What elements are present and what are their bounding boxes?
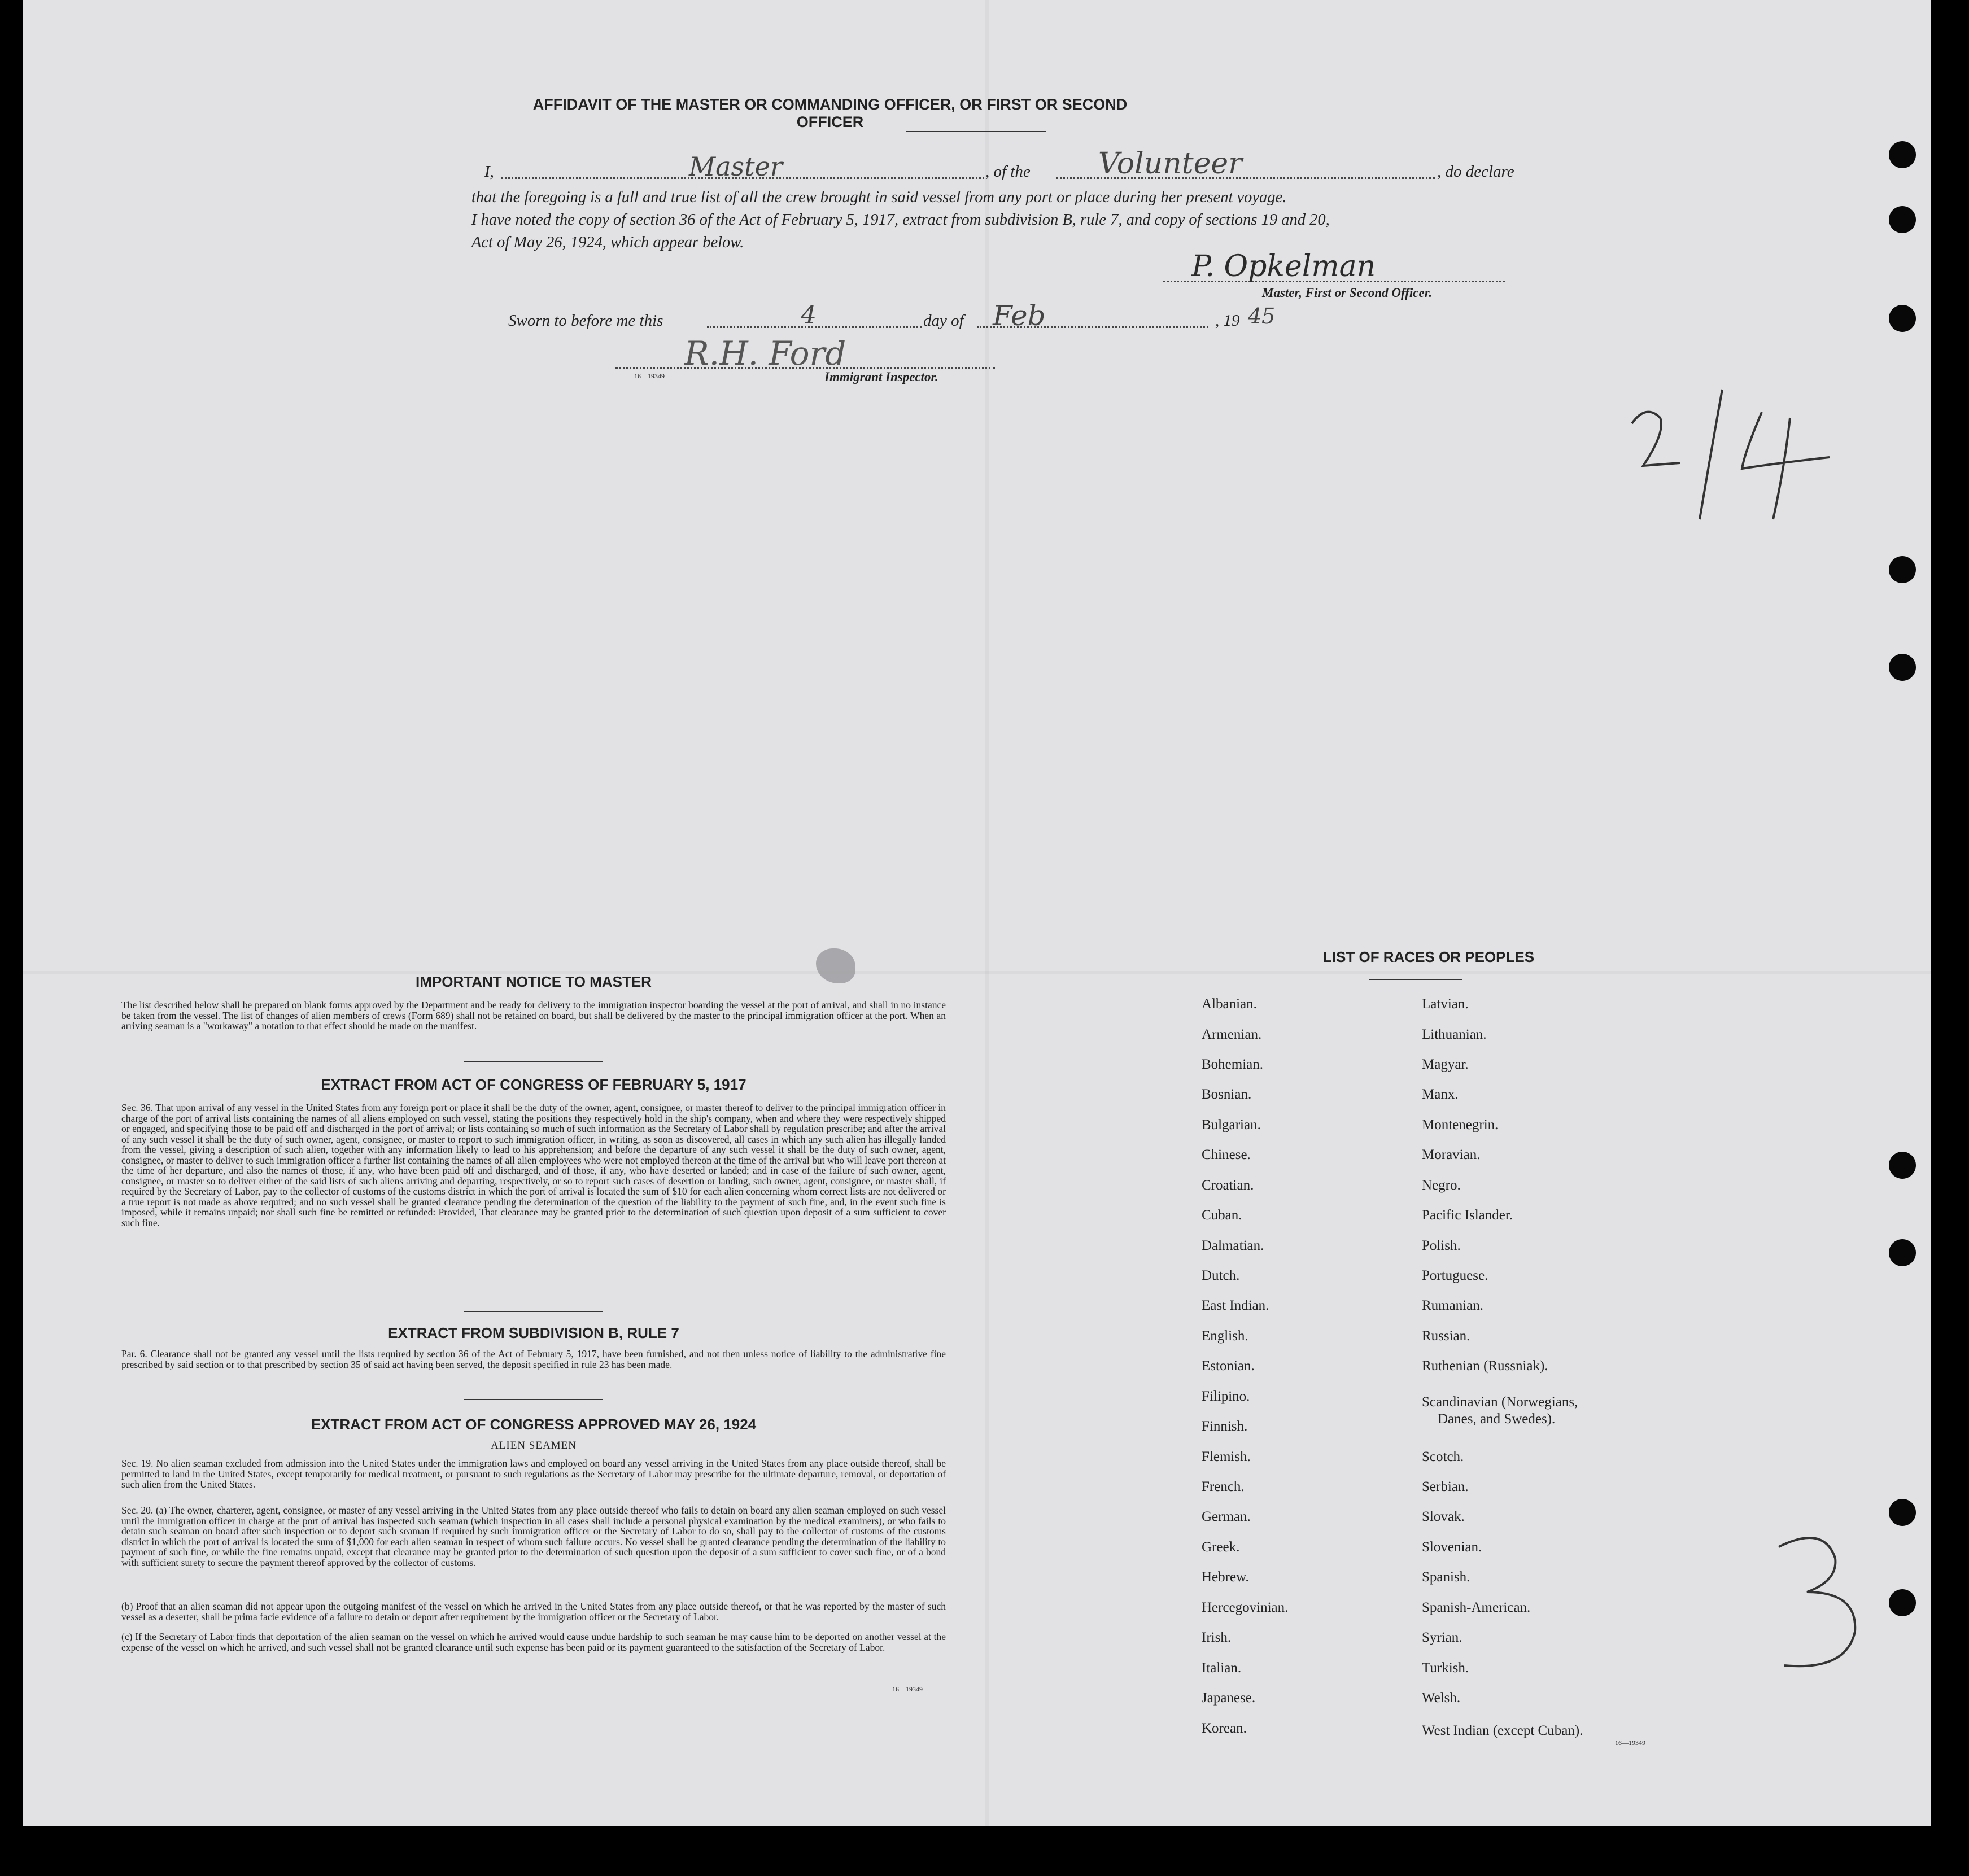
extract-1924-sec20a: Sec. 20. (a) The owner, charterer, agent, consignee, or master of any vessel arriving in the United States from any place outside thereof who fails to detain on board any alien seaman employed on such vessel until the immigration officer in charge at the port of arrival has inspected such seaman (which inspection in all cases shall include a personal physical examination by the medical examiners), or who fails to detain such seaman on board after such inspection or to deport such seaman if required by such immigration officer or the Secretary of Labor to do so, shall pay to the collector of customs of the customs district in which the port of arrival is located the sum of $1,000 for each alien seaman in respect of whom such failure occurs. No vessel shall be granted clearance pending the determination of the liability to payment of such fine, or while the fine remains unpaid, except that clearance may be granted prior to the determination of such question upon the deposit of a sum sufficient to cover such fine, or of a bond with sufficient surety to secure the payment thereof approved by the collector of customs. [121, 1505, 946, 1568]
handwritten-master: Master [689, 151, 783, 182]
race-item: West Indian (except Cuban). [1422, 1723, 1583, 1738]
affidavit-line-2: I have noted the copy of section 36 of the Act of February 5, 1917, extract from subdivision B, rule 7, and copy of sections 19 and 20, [471, 211, 1330, 229]
race-item: Welsh. [1422, 1690, 1461, 1706]
alien-seamen-subheading: ALIEN SEAMEN [491, 1440, 577, 1451]
race-item: Syrian. [1422, 1630, 1462, 1645]
notice-divider [464, 1061, 603, 1062]
race-item: Dutch. [1202, 1268, 1240, 1283]
handwritten-day: 4 [801, 301, 817, 330]
punch-hole [1889, 206, 1916, 233]
race-item: Irish. [1202, 1630, 1232, 1645]
do-declare-label: , do declare [1437, 163, 1514, 181]
form-number-top: 16—19349 [634, 372, 665, 380]
extract-1924-sec19: Sec. 19. No alien seaman excluded from admission into the United States under the immigration laws and employed on board any vessel arriving in the United States from any place outside thereof, shall be permitted to land in the United States, except temporarily for medical treatment, or pursuant to such regulations as the Secretary of Labor may prescribe for the ultimate departure, removal, or deportation of such alien from the United States. [121, 1458, 946, 1490]
race-item: Albanian. [1202, 996, 1257, 1012]
race-item: Slovak. [1422, 1509, 1465, 1524]
extract-1924-sec20b: (b) Proof that an alien seaman did not appear upon the outgoing manifest of the vessel on which he arrived in the United States from any place outside thereof, or that he was reported by the master of such vessel as a deserter, shall be prima facie evidence of a failure to detain or deport after requirement by the immigration officer or the Secretary of Labor. [121, 1600, 946, 1623]
document-sheet [23, 0, 1931, 1826]
race-item: Flemish. [1202, 1449, 1251, 1464]
signature-line [1163, 281, 1505, 282]
signature-caption: Master, First or Second Officer. [1262, 286, 1433, 300]
handwritten-month: Feb [993, 299, 1046, 332]
race-item: Turkish. [1422, 1660, 1469, 1676]
affidavit-body [471, 186, 1527, 254]
rule7-text: Par. 6. Clearance shall not be granted any vessel until the lists required by section 36 of the Act of February 5, 1917, have been furnished, and not then unless notice of liability to the administrative fine prescribed by said section or to that prescribed by section 35 of said act having been served, the deposit specified in rule 23 has been made. [121, 1348, 946, 1370]
race-item: Manx. [1422, 1087, 1459, 1102]
race-item: Russian. [1422, 1328, 1470, 1344]
race-item: Finnish. [1202, 1419, 1248, 1434]
punch-hole [1889, 654, 1916, 681]
race-item: Portuguese. [1422, 1268, 1488, 1283]
handwritten-number-3 [1762, 1524, 1920, 1682]
form-number-right: 16—19349 [1615, 1739, 1645, 1747]
extract-1924-sec20c: (c) If the Secretary of Labor finds that deportation of the alien seaman on the vessel on which he arrived would cause undue hardship to such seaman he may cause him to be deported on another vessel at the expense of the vessel on which he arrived, and such vessel shall not be granted clearance until such expense has been paid or its payment guaranteed to the satisfaction of the Secretary of Labor. [121, 1631, 946, 1653]
race-item: Bosnian. [1202, 1087, 1252, 1102]
handwritten-fraction [1621, 384, 1846, 531]
handwritten-vessel: Volunteer [1098, 147, 1242, 181]
notice-text: The list described below shall be prepared on blank forms approved by the Department and be ready for delivery to the immigration inspector boarding the vessel at the port of arrival, and shall in no instance be taken from the vessel. The list of changes of alien members of crews (Form 689) shall not be retained on board, but shall be delivered by the master to the principal immigration officer at the port. When an arriving seaman is a "workaway" a notation to that effect should be made on the manifest. [121, 999, 946, 1031]
race-item: German. [1202, 1509, 1251, 1524]
race-item: Greek. [1202, 1540, 1240, 1555]
race-item: Polish. [1422, 1238, 1461, 1253]
of-the-label: , of the [985, 163, 1031, 181]
race-item: English. [1202, 1328, 1248, 1344]
race-item: Rumanian. [1422, 1298, 1484, 1313]
race-item: Pacific Islander. [1422, 1208, 1513, 1223]
title-underline [906, 131, 1046, 132]
race-item: Slovenian. [1422, 1540, 1482, 1555]
race-item: Hercegovinian. [1202, 1600, 1289, 1615]
race-item: Estonian. [1202, 1358, 1255, 1374]
handwritten-year: 45 [1248, 304, 1276, 329]
race-item: Cuban. [1202, 1208, 1242, 1223]
race-item: Bulgarian. [1202, 1117, 1261, 1132]
handwritten-signature: P. Opkelman [1191, 250, 1376, 283]
race-item: Serbian. [1422, 1479, 1469, 1494]
race-item: Scotch. [1422, 1449, 1464, 1464]
handwritten-inspector: R.H. Ford [684, 334, 846, 373]
race-item-line-1: Scandinavian (Norwegians, [1422, 1394, 1578, 1410]
extract-1924-heading: EXTRACT FROM ACT OF CONGRESS APPROVED MAY 26, 1924 [311, 1416, 757, 1433]
notice-heading: IMPORTANT NOTICE TO MASTER [416, 973, 652, 990]
extract-1917-heading: EXTRACT FROM ACT OF CONGRESS OF FEBRUARY 5, 1917 [321, 1076, 746, 1093]
race-item: Latvian. [1422, 996, 1469, 1012]
race-item: Japanese. [1202, 1690, 1256, 1706]
year-prefix: , 19 [1215, 312, 1240, 330]
punch-hole [1889, 141, 1916, 168]
race-item: Dalmatian. [1202, 1238, 1264, 1253]
race-item: Filipino. [1202, 1389, 1250, 1404]
race-item: East Indian. [1202, 1298, 1269, 1313]
race-item [1422, 1394, 1578, 1428]
race-item: French. [1202, 1479, 1245, 1494]
extract-1917-divider [464, 1311, 603, 1312]
race-item: Croatian. [1202, 1178, 1254, 1193]
form-number-left: 16—19349 [892, 1685, 923, 1693]
inspector-caption: Immigrant Inspector. [824, 370, 938, 384]
race-item: Bohemian. [1202, 1057, 1264, 1072]
race-item: Italian. [1202, 1660, 1242, 1676]
race-item: Spanish. [1422, 1569, 1470, 1585]
race-item: Spanish-American. [1422, 1600, 1531, 1615]
slash-stroke [1700, 390, 1722, 519]
race-item: Ruthenian (Russniak). [1422, 1358, 1548, 1374]
day-of-label: day of [923, 312, 964, 330]
race-item: Hebrew. [1202, 1569, 1249, 1585]
digit-2-stroke [1632, 412, 1680, 466]
race-item: Lithuanian. [1422, 1027, 1487, 1042]
inspector-line [615, 367, 995, 369]
punch-hole [1889, 305, 1916, 332]
digit-4-stroke [1742, 412, 1830, 519]
extract-1917-text: Sec. 36. That upon arrival of any vessel in the United States from any foreign port or place it shall be the duty of the owner, agent, consignee, or master thereof to deliver to the principal immigration officer in charge of the port of arrival lists containing the names of all aliens employed on such vessel, stating the positions they respectively hold in the ship's company, when and where they were respectively shipped or engaged, and specifying those to be paid off and discharged in the port of arrival; or lists containing so much of such information as the Secretary of Labor shall by regulation prescribe; and after the arrival of any such vessel it shall be the duty of such owner, agent, consignee, or master to report to such immigration officer, in writing, as soon as discovered, all cases in which any such alien has illegally landed from the vessel, giving a description of such alien, together with any information likely to lead to his apprehension; and before the departure of any such vessel it shall be the duty of such owner, agent, consignee, or master to deliver to such immigration officer a further list containing the names of all alien employees who were not employed thereon at the time of the arrival but who will leave port thereon at the time of her departure, and also the names of those, if any, who have been paid off and discharged, and of those, if any, who have deserted or landed; and in case of the failure of such owner, agent, consignee, or master so to deliver either of the said lists of such aliens arriving and departing, respectively, or so to report such cases of desertion or landing, such owner, agent, consignee, or master shall, if required by the Secretary of Labor, pay to the collector of customs of the customs district in which the port of arrival is located the sum of $10 for each alien concerning whom correct lists are not delivered or a true report is not made as above required; and no such vessel shall be granted clearance pending the determination of the question of the liability to the payment of such fine, and, in the event such fine is imposed, while it remains unpaid; nor shall such fine be remitted or refunded: Provided, That clearance may be granted prior to the determination of such question upon deposit of a sum sufficient to cover such fine. [121, 1102, 946, 1228]
rule7-heading: EXTRACT FROM SUBDIVISION B, RULE 7 [388, 1324, 679, 1341]
race-item: Moravian. [1422, 1147, 1481, 1162]
race-item: Magyar. [1422, 1057, 1469, 1072]
punch-hole [1889, 556, 1916, 583]
digit-3-stroke [1779, 1538, 1855, 1666]
race-item: Montenegrin. [1422, 1117, 1499, 1132]
punch-hole [1889, 1152, 1916, 1179]
races-divider [1369, 979, 1462, 980]
sworn-label: Sworn to before me this [508, 312, 663, 330]
race-item: Korean. [1202, 1721, 1247, 1736]
races-heading: LIST OF RACES OR PEOPLES [1322, 948, 1535, 965]
race-item: Negro. [1422, 1178, 1461, 1193]
race-item-line-2: Danes, and Swedes). [1438, 1411, 1556, 1427]
punch-hole [1889, 1499, 1916, 1526]
punch-hole [1889, 1239, 1916, 1266]
affidavit-line-1: that the foregoing is a full and true list of all the crew brought in said vessel from any port or place during her present voyage. [471, 189, 1287, 206]
vertical-fold [985, 0, 989, 1826]
race-item: Chinese. [1202, 1147, 1251, 1162]
i-label: I, [484, 163, 494, 181]
race-item: Armenian. [1202, 1027, 1262, 1042]
affidavit-line-3: Act of May 26, 1924, which appear below. [471, 234, 744, 251]
affidavit-title: AFFIDAVIT OF THE MASTER OR COMMANDING OFFICER, OR FIRST OR SECOND OFFICER [532, 96, 1128, 130]
rule7-divider [464, 1399, 603, 1400]
